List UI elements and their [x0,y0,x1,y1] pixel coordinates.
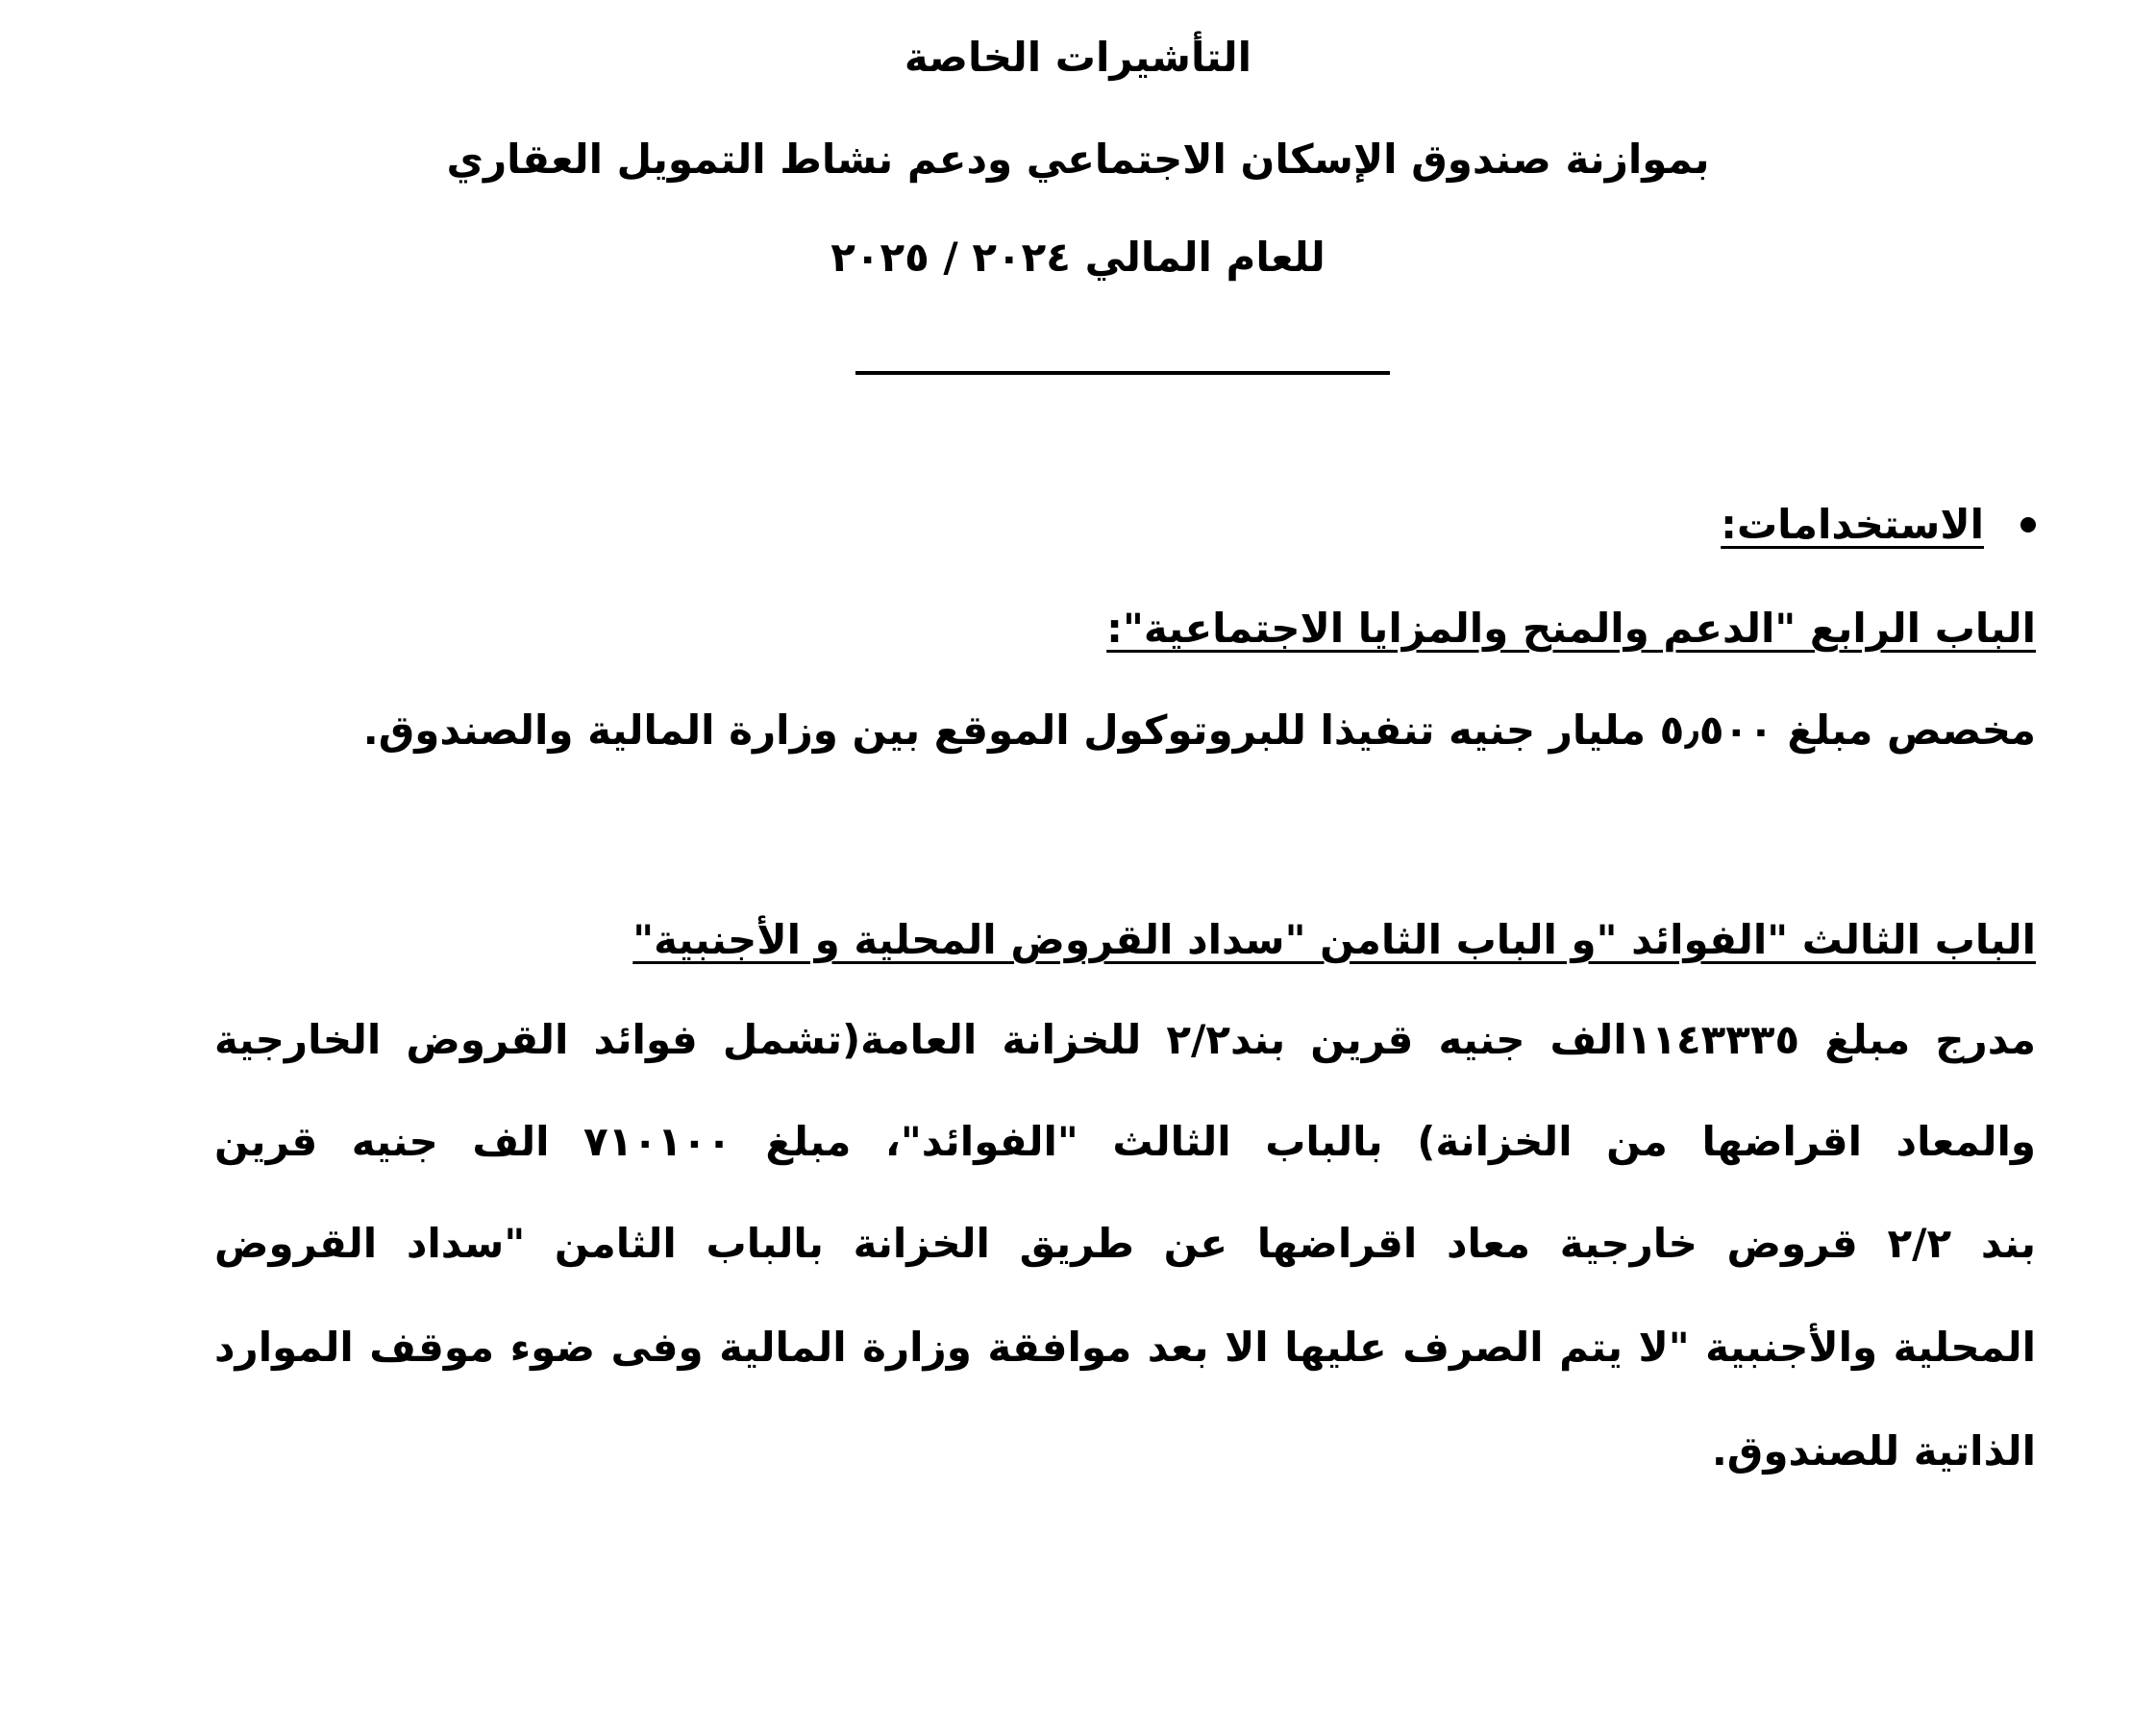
chapter4-heading: الباب الرابع "الدعم والمنح والمزايا الاجتماعية": [1106,605,2036,652]
fiscal-year: للعام المالي ٢٠٢٤ / ٢٠٢٥ [830,234,1326,281]
title-divider [855,371,1390,375]
chapter3-8-heading: الباب الثالث "الفوائد "و الباب الثامن "سداد القروض المحلية و الأجنبية" [632,916,2036,963]
paragraph-line: المحلية والأجنبية "لا يتم الصرف عليها الا بعد موافقة وزارة المالية وفى ضوء موقف الموارد [214,1324,2036,1371]
document-subtitle: بموازنة صندوق الإسكان الاجتماعي ودعم نشاط التمويل العقاري [446,136,1710,183]
paragraph-line: والمعاد اقراضها من الخزانة) بالباب الثالث "الفوائد"، مبلغ ٧١٠١٠٠ الف جنيه قرين [214,1118,2036,1165]
paragraph-line: بند ٢/٢ قروض خارجية معاد اقراضها عن طريق الخزانة بالباب الثامن "سداد القروض [214,1220,2036,1267]
bullet-icon [2020,517,2036,533]
paragraph-line: الذاتية للصندوق. [1711,1427,2036,1475]
chapter4-text: مخصص مبلغ ٥٫٥٠٠ مليار جنيه تنفيذا للبروتوكول الموقع بين وزارة المالية والصندوق. [362,706,2036,754]
uses-heading: الاستخدامات: [1721,501,1984,548]
uses-heading-row [1721,496,2036,554]
paragraph-line: مدرج مبلغ ١١٤٣٣٣٥الف جنيه قرين بند٢/٢ للخزانة العامة(تشمل فوائد القروض الخارجية [214,1016,2036,1063]
document-title: التأشيرات الخاصة [904,34,1252,81]
